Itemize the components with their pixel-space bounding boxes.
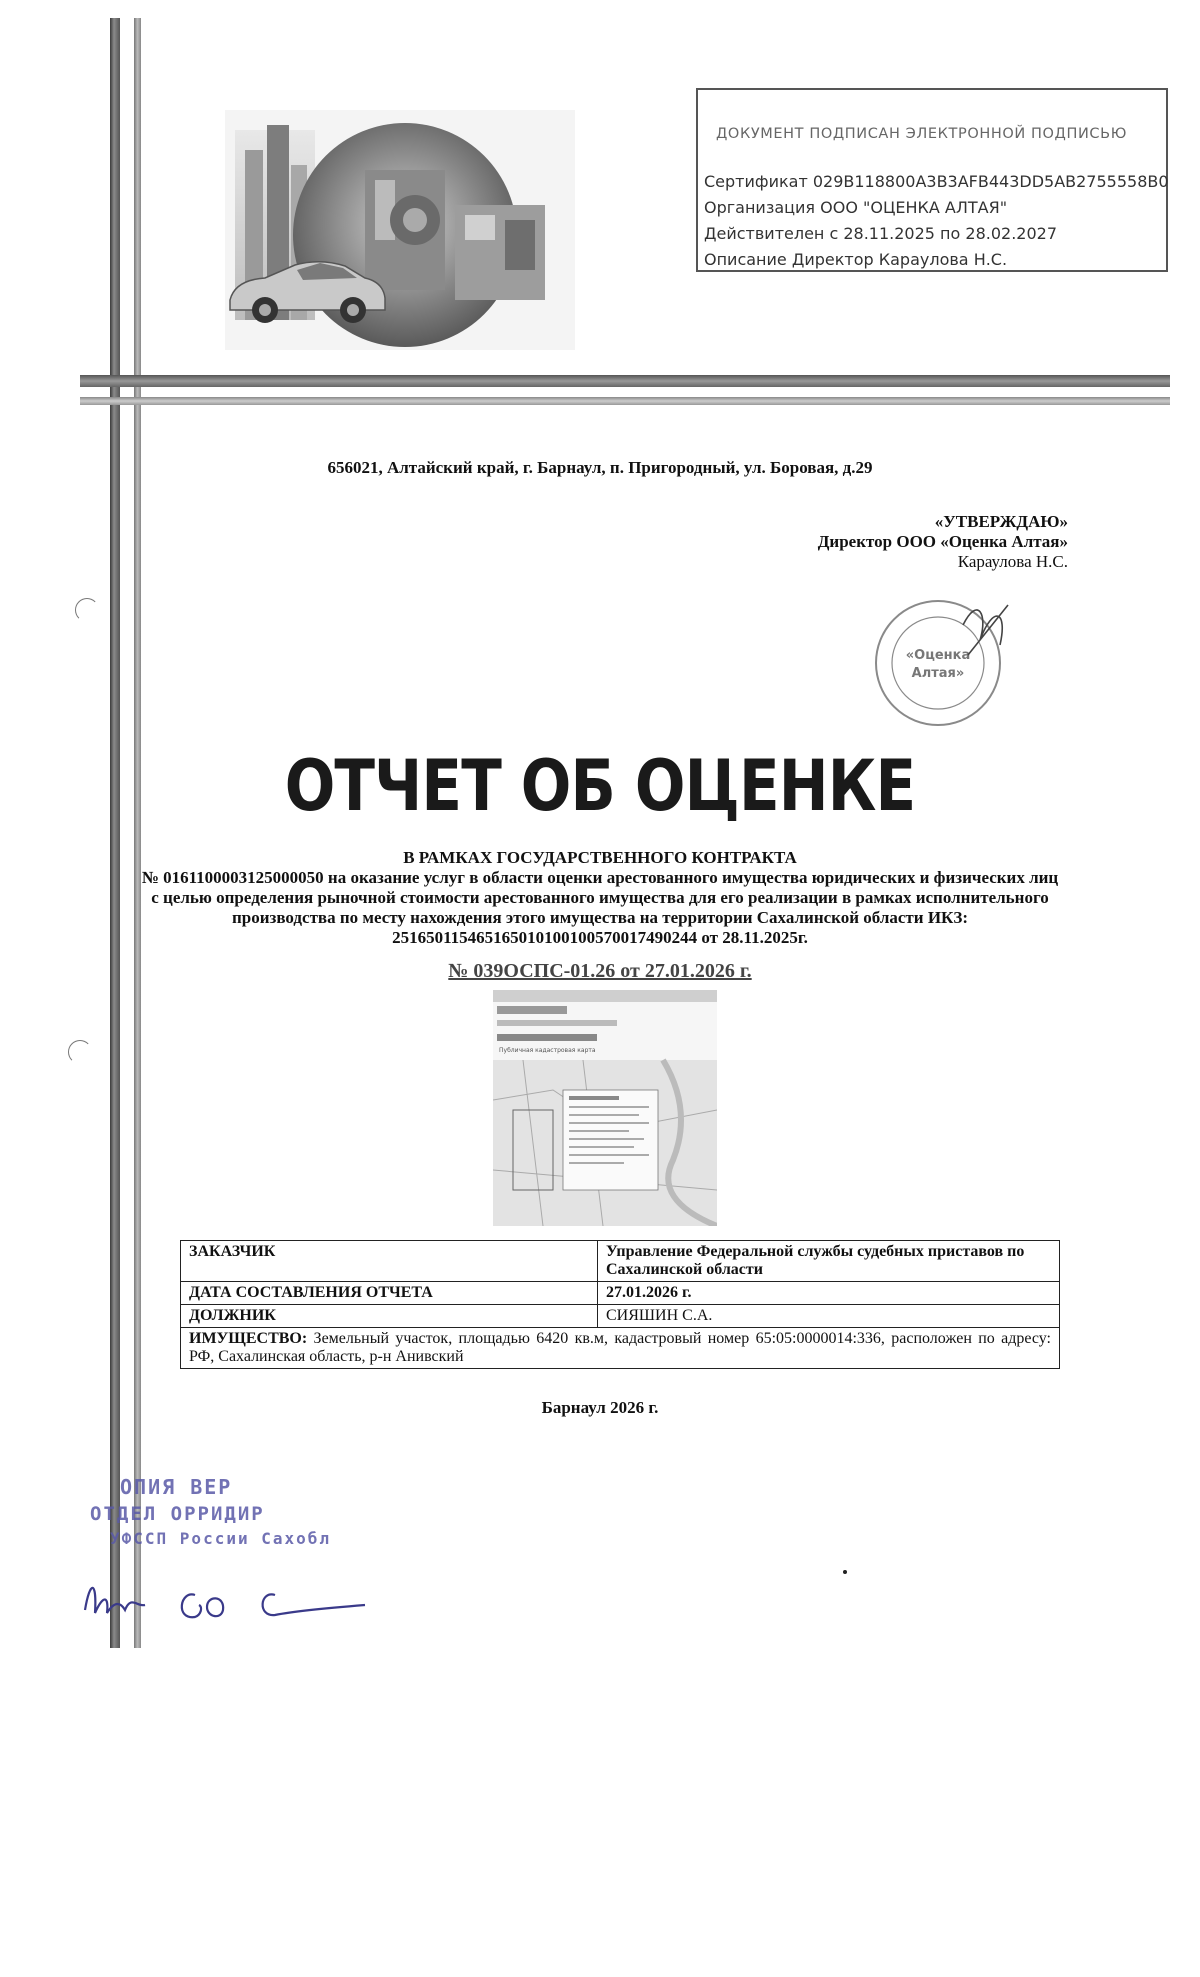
table-row	[181, 1305, 1060, 1328]
date-value: 27.01.2026 г.	[598, 1282, 1060, 1305]
speck	[843, 1570, 847, 1574]
esig-title: ДОКУМЕНТ ПОДПИСАН ЭЛЕКТРОННОЙ ПОДПИСЬЮ	[716, 126, 1127, 142]
property-label: ИМУЩЕСТВО:	[189, 1330, 308, 1347]
esig-validity: Действителен с 28.11.2025 по 28.02.2027	[704, 224, 1057, 243]
date-label: ДАТА СОСТАВЛЕНИЯ ОТЧЕТА	[181, 1282, 598, 1305]
city-year: Барнаул 2026 г.	[541, 1398, 659, 1417]
contract-heading: В РАМКАХ ГОСУДАРСТВЕННОГО КОНТРАКТА	[403, 848, 797, 867]
company-seal	[868, 585, 1018, 735]
debtor-label: ДОЛЖНИК	[181, 1305, 598, 1328]
report-info-table	[180, 1240, 1060, 1369]
electronic-signature-box	[696, 88, 1168, 272]
map-caption: Публичная кадастровая карта	[499, 1047, 596, 1054]
approval-name: Караулова Н.С.	[957, 552, 1068, 571]
property-value: Земельный участок, площадью 6420 кв.м, кадастровый номер 65:05:0000014:336, расположен по адресу: РФ, Сахалинская область, р-н Анивский	[189, 1330, 1052, 1365]
approval-block	[818, 512, 1068, 572]
punch-hole-mark	[75, 598, 99, 622]
company-address: 656021, Алтайский край, г. Барнаул, п. Пригородный, ул. Боровая, д.29	[327, 458, 873, 477]
customer-label: ЗАКАЗЧИК	[181, 1241, 598, 1282]
approval-position: Директор ООО «Оценка Алтая»	[817, 532, 1068, 551]
contract-block	[140, 848, 1060, 948]
esig-certificate: Сертификат 029B118800A3B3AFB443DD5AB2755558B0	[704, 172, 1169, 191]
report-title: ОТЧЕТ ОБ ОЦЕНКЕ	[284, 745, 916, 827]
table-row	[181, 1241, 1060, 1282]
copy-stamp-line: ОПИЯ ВЕР	[120, 1475, 233, 1499]
copy-stamp-line: УФССП России Сахобл	[110, 1529, 332, 1548]
punch-hole-mark	[68, 1040, 92, 1064]
svg-text:«Оценка: «Оценка	[905, 648, 971, 663]
customer-value: Управление Федеральной службы судебных приставов по Сахалинской области	[598, 1241, 1060, 1282]
esig-description: Описание Директор Караулова Н.С.	[704, 250, 1008, 269]
contract-text: № 0161100003125000050 на оказание услуг в области оценки арестованного имущества юридических и физических лиц с целью определения рыночной стоимости арестованного имущества для его реализации в рамках исполнительного производства по месту нахождения этого имущества на территории Сахалинской области ИКЗ: 251650115465165010100100570017490244 от 28.11.2025г.	[141, 868, 1059, 947]
header-illustration	[225, 110, 575, 350]
esig-organization: Организация ООО "ОЦЕНКА АЛТАЯ"	[704, 198, 1008, 217]
cadastral-map-thumbnail	[493, 990, 717, 1226]
table-row	[181, 1328, 1060, 1369]
approval-heading: «УТВЕРЖДАЮ»	[934, 512, 1068, 531]
decorative-horizontal-bar	[80, 375, 1170, 387]
property-cell	[181, 1328, 1060, 1369]
handwritten-signature	[75, 1565, 375, 1635]
decorative-horizontal-bar	[80, 397, 1170, 405]
debtor-value: СИЯШИН С.А.	[598, 1305, 1060, 1328]
copy-verified-stamp	[80, 1475, 332, 1555]
report-number: № 039ОСПС-01.26 от 27.01.2026 г.	[448, 960, 752, 982]
svg-text:Алтая»: Алтая»	[911, 666, 965, 681]
table-row	[181, 1282, 1060, 1305]
copy-stamp-line: ОТДЕЛ ОРРИДИР	[90, 1503, 265, 1525]
